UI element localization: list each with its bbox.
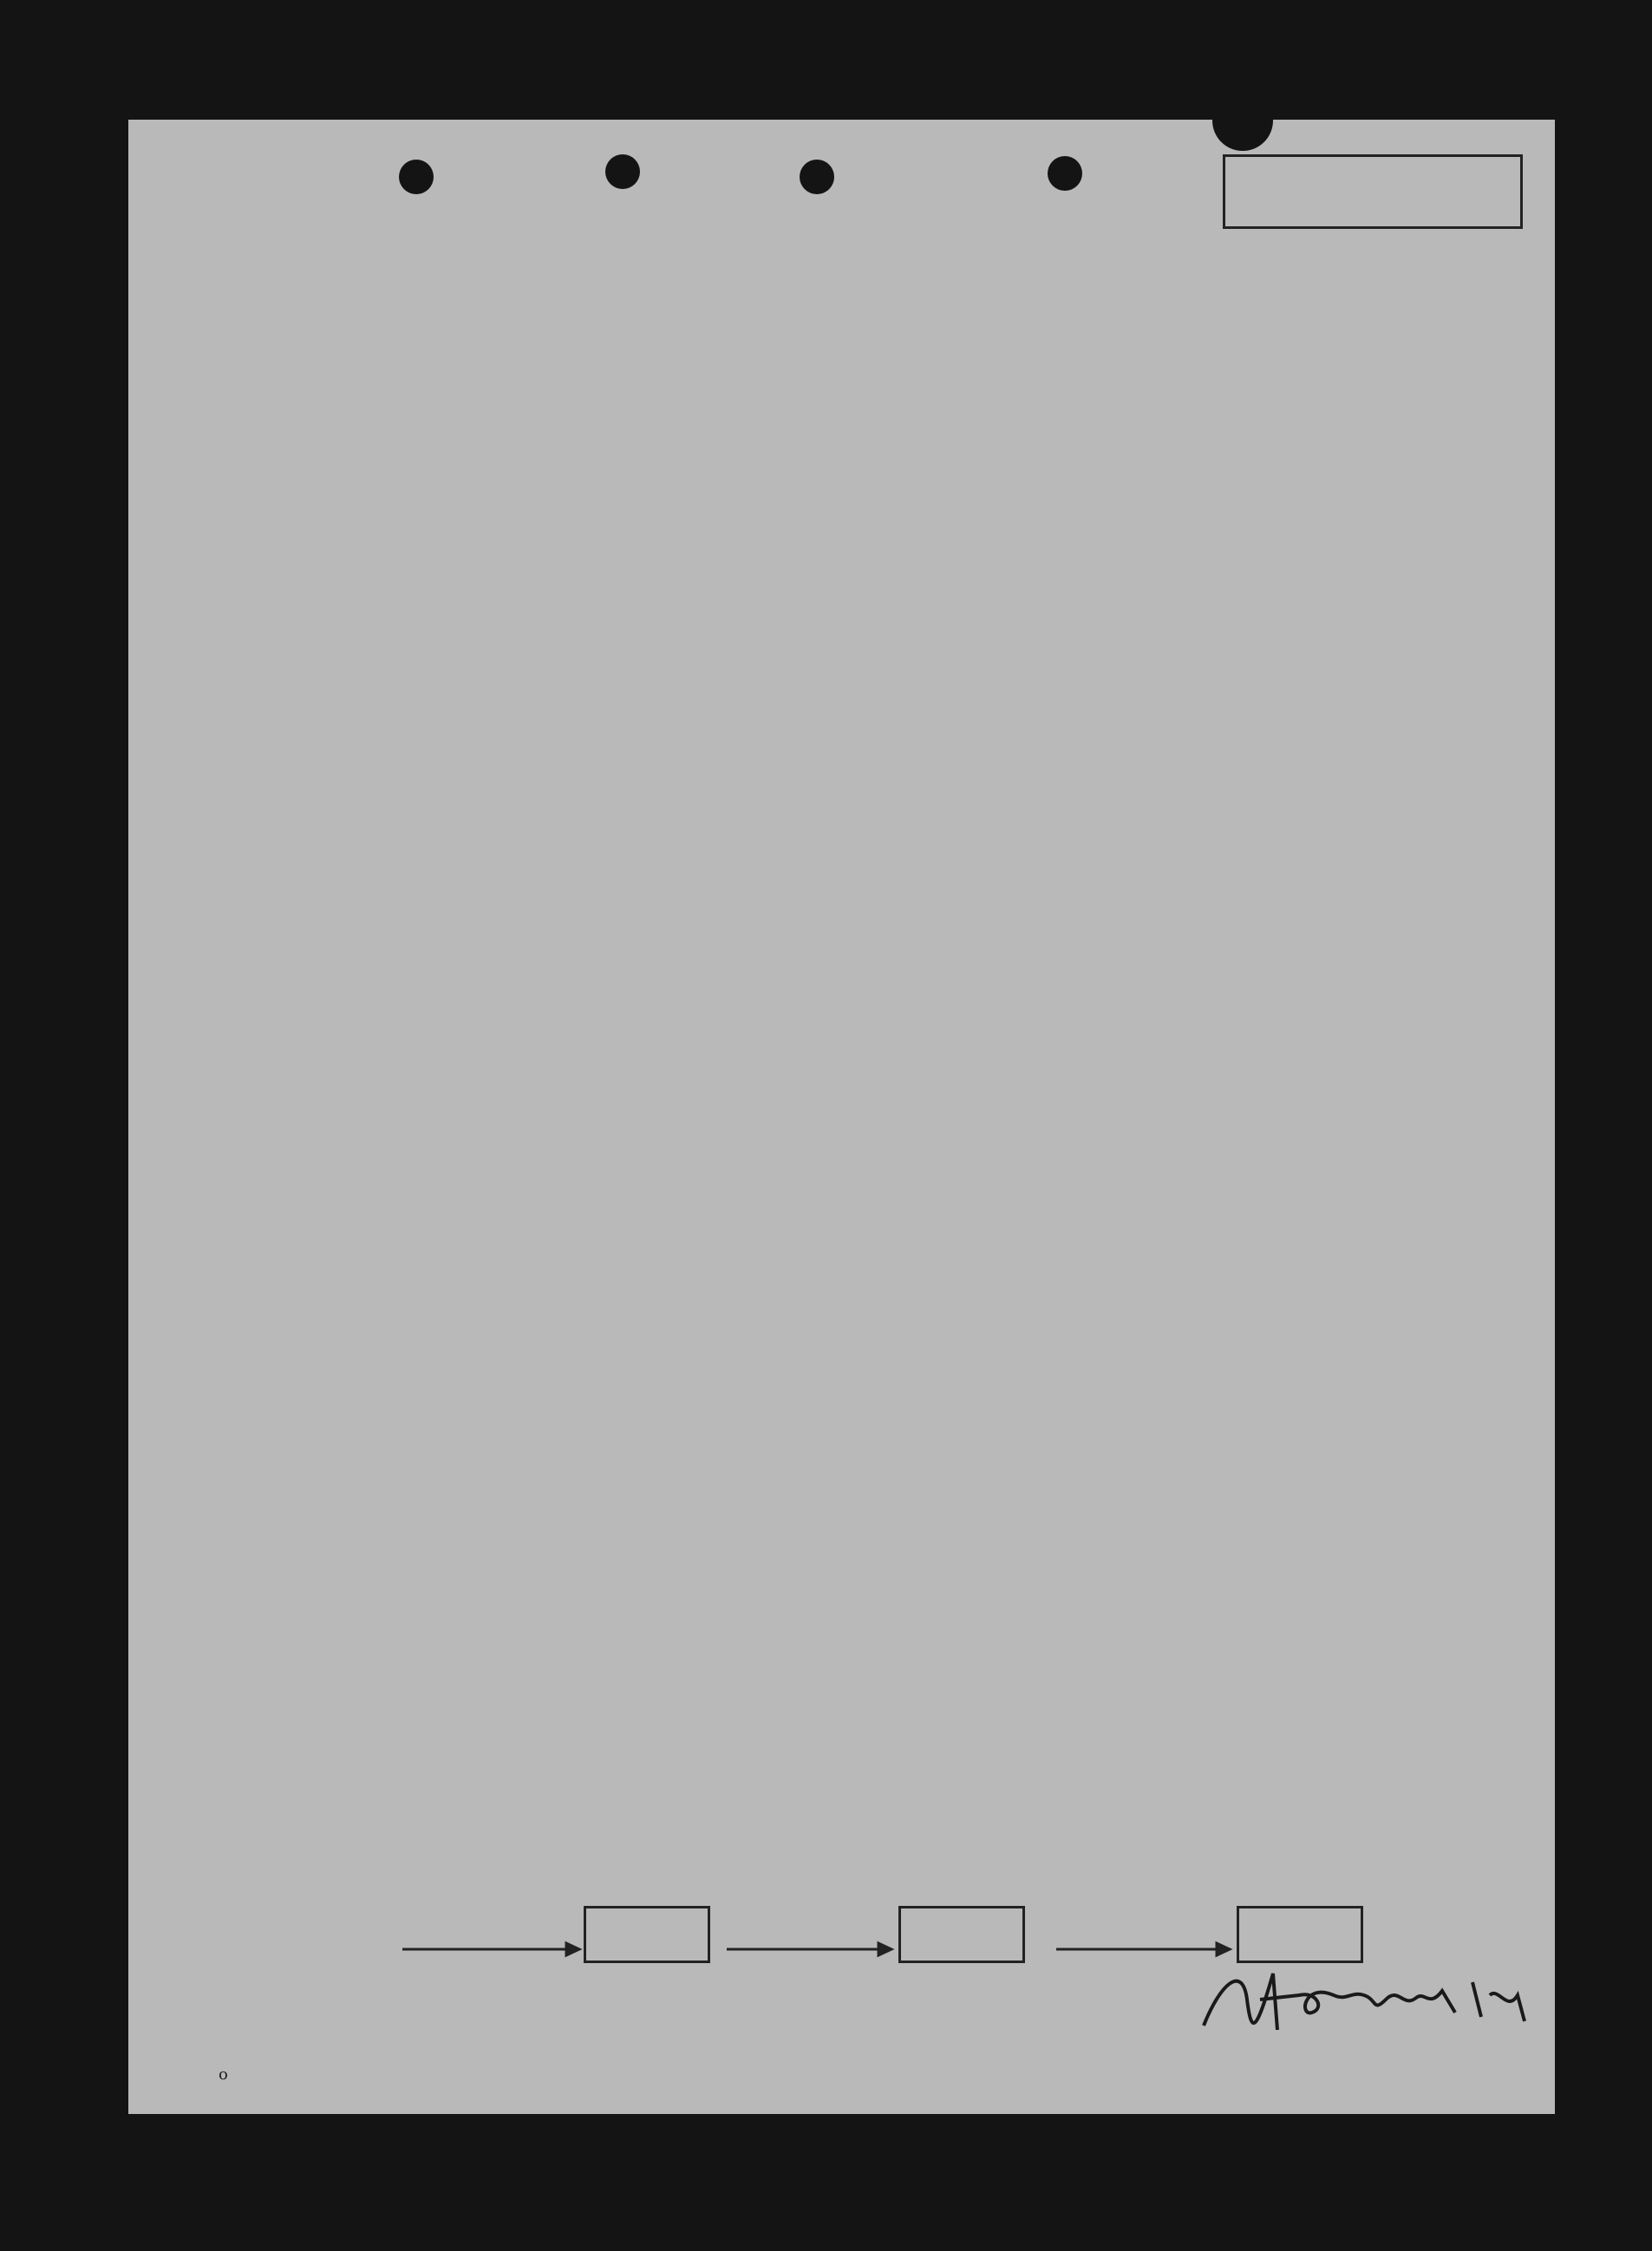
manifest-sheet	[128, 120, 1555, 2114]
distribution-block	[467, 2027, 1004, 2031]
form-number-degree: o	[219, 2065, 228, 2084]
captain-signature	[1195, 1948, 1551, 2043]
total-arrows	[128, 120, 1555, 2114]
